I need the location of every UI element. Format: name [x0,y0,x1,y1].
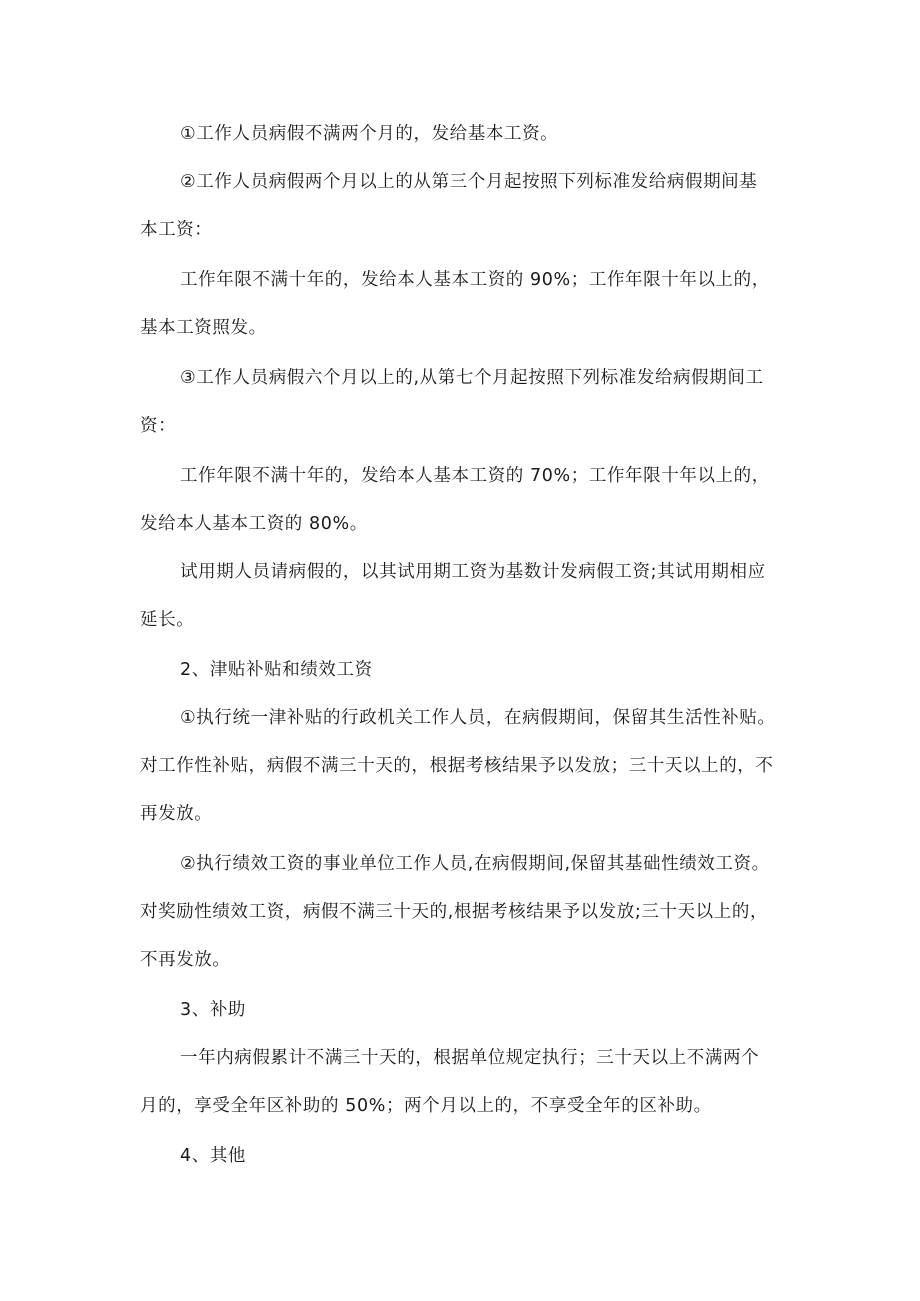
line-text: 对工作性补贴，病假不满三十天的，根据考核结果予以发放；三十天以上的，不 [140,756,774,776]
heading-text: 2、津贴补贴和绩效工资 [180,660,373,680]
paragraph-line [0,414,920,438]
line-text: 月的，享受全年区补助的 50%；两个月以上的，不享受全年的区补助。 [140,1096,712,1116]
paragraph-line [0,754,920,778]
heading-text: 3、补助 [180,1000,247,1020]
line-text: 基本工资照发。 [140,318,267,338]
paragraph-line [0,706,920,730]
line-text: 本工资： [140,220,213,240]
line-text: 工作年限不满十年的，发给本人基本工资的 90%；工作年限十年以上的， [180,270,770,290]
paragraph-line [0,948,920,972]
paragraph-line [0,316,920,340]
line-text: 对奖励性绩效工资，病假不满三十天的,根据考核结果予以发放;三十天以上的， [140,902,769,922]
paragraph-line [0,1094,920,1118]
line-text: 发给本人基本工资的 80%。 [140,514,368,534]
section-heading [0,658,920,682]
line-text: ②执行绩效工资的事业单位工作人员,在病假期间,保留其基础性绩效工资。 [180,854,770,874]
line-text: 试用期人员请病假的，以其试用期工资为基数计发病假工资;其试用期相应 [180,562,766,582]
paragraph-line [0,512,920,536]
paragraph-line [0,366,920,390]
line-text: 工作年限不满十年的，发给本人基本工资的 70%；工作年限十年以上的， [180,466,770,486]
paragraph-line [0,218,920,242]
paragraph-line [0,464,920,488]
paragraph-line [0,268,920,292]
section-heading [0,1144,920,1168]
paragraph-line [0,1046,920,1070]
paragraph-line [0,122,920,146]
line-text: 延长。 [140,610,195,630]
paragraph-line [0,802,920,826]
line-text: ①执行统一津补贴的行政机关工作人员，在病假期间，保留其生活性补贴。 [180,708,776,728]
line-text: 一年内病假累计不满三十天的，根据单位规定执行；三十天以上不满两个 [180,1048,760,1068]
paragraph-line [0,560,920,584]
heading-text: 4、其他 [180,1146,247,1166]
line-text: 再发放。 [140,804,213,824]
section-heading [0,998,920,1022]
line-text: 不再发放。 [140,950,231,970]
line-text: ②工作人员病假两个月以上的从第三个月起按照下列标准发给病假期间基 [180,172,758,192]
paragraph-line [0,852,920,876]
line-text: 资： [140,416,177,436]
line-text: ①工作人员病假不满两个月的，发给基本工资。 [180,124,559,144]
paragraph-line [0,170,920,194]
line-text: ③工作人员病假六个月以上的,从第七个月起按照下列标准发给病假期间工 [180,368,764,388]
paragraph-line [0,608,920,632]
paragraph-line [0,900,920,924]
